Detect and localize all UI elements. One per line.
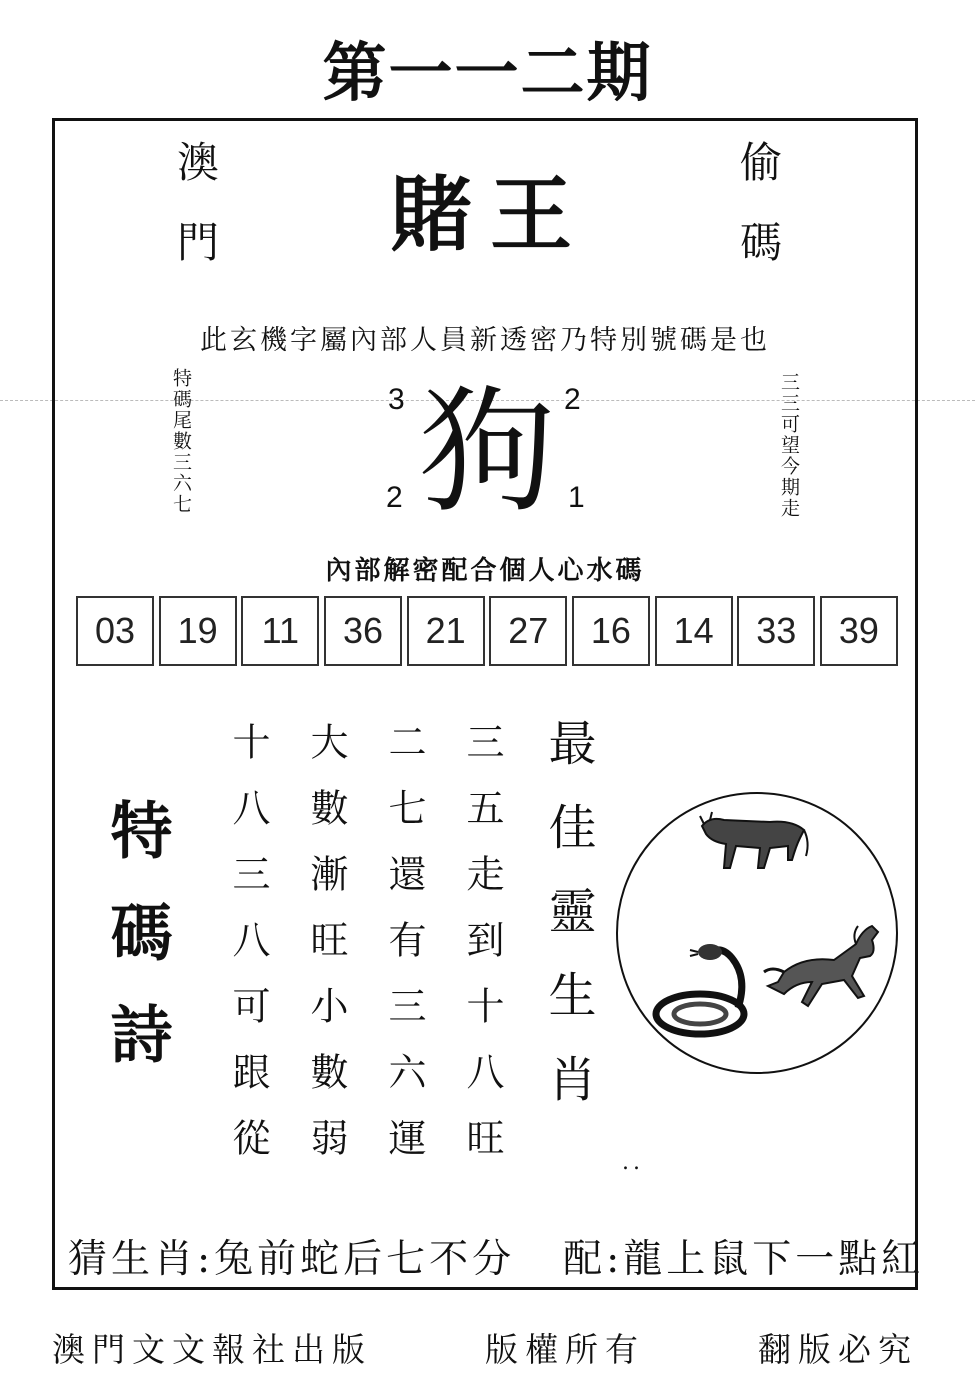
number-box: 03 xyxy=(76,596,154,666)
footer-rights: 版權所有 xyxy=(485,1330,645,1369)
number-box: 11 xyxy=(241,596,319,666)
poem-column: 大數漸旺小數弱 xyxy=(304,722,348,1184)
main-title: 賭王 xyxy=(389,168,590,263)
number-box: 36 xyxy=(324,596,402,666)
number-box: 39 xyxy=(820,596,898,666)
footer-publisher: 澳門文文報社出版 xyxy=(52,1330,372,1369)
poem-label: 特碼詩 xyxy=(100,798,173,1104)
guess-match-text: 配:龍上鼠下一點紅 xyxy=(563,1237,925,1282)
ox-icon xyxy=(700,812,808,868)
footer-warning: 翻版必究 xyxy=(758,1330,918,1369)
guess-zodiac-text: 猜生肖:兔前蛇后七不分 xyxy=(68,1237,516,1282)
corner-number-top-left: 3 xyxy=(388,383,405,416)
zodiac-illustration xyxy=(614,790,900,1076)
poem-column: 三五走到十八旺 xyxy=(460,722,504,1184)
header-right-vertical: 偷碼 xyxy=(734,140,783,300)
number-box: 16 xyxy=(572,596,650,666)
number-box: 14 xyxy=(655,596,733,666)
poem-column: 十八三八可跟從 xyxy=(226,722,270,1184)
corner-number-bottom-left: 2 xyxy=(386,481,403,514)
zodiac-illustration-svg xyxy=(614,790,900,1076)
trailing-dots: .. xyxy=(622,1150,644,1175)
horse-icon xyxy=(764,926,878,1006)
side-note-right: 三三可望今期走 xyxy=(778,372,800,519)
number-box: 21 xyxy=(407,596,485,666)
number-box: 33 xyxy=(737,596,815,666)
guess-line xyxy=(68,1228,925,1284)
number-row xyxy=(76,596,898,668)
header-left-vertical: 澳門 xyxy=(171,140,220,300)
issue-title: 第一一二期 xyxy=(322,36,653,111)
subtitle: 此玄機字屬內部人員新透密乃特別號碼是也 xyxy=(200,325,770,356)
number-box: 27 xyxy=(489,596,567,666)
featured-character: 狗 xyxy=(419,374,555,532)
side-note-left: 特碼尾數三六七 xyxy=(170,368,192,515)
poem-grid xyxy=(222,722,507,1184)
corner-number-bottom-right: 1 xyxy=(568,481,585,514)
best-zodiac-label: 最佳靈生肖 xyxy=(540,718,596,1138)
poem-column: 二七還有三六運 xyxy=(382,722,426,1184)
corner-number-top-right: 2 xyxy=(564,383,581,416)
decode-line: 內部解密配合個人心水碼 xyxy=(325,556,645,586)
number-box: 19 xyxy=(159,596,237,666)
snake-icon xyxy=(656,944,744,1034)
footer xyxy=(52,1324,918,1371)
